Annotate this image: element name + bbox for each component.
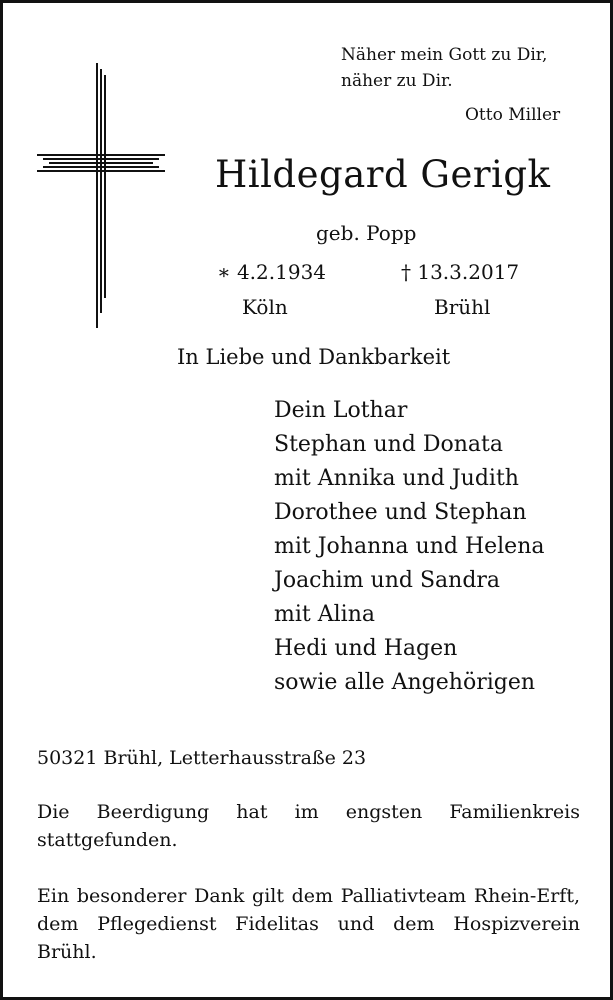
birth-date: 4.2.1934 <box>236 260 327 284</box>
birth-symbol: ∗ <box>217 260 231 284</box>
quote-line-1: Näher mein Gott zu Dir, <box>341 45 548 65</box>
birth-place: Köln <box>242 295 288 319</box>
address: 50321 Brühl, Letterhausstraße 23 <box>37 747 367 769</box>
family-line: Hedi und Hagen <box>274 636 458 661</box>
death-place: Brühl <box>434 295 491 319</box>
maiden-name: geb. Popp <box>316 221 417 245</box>
family-line: Dorothee und Stephan <box>274 500 527 525</box>
death-line <box>401 260 519 284</box>
family-line: Dein Lothar <box>274 398 408 423</box>
family-line: mit Annika und Judith <box>274 466 519 491</box>
family-line: Stephan und Donata <box>274 432 504 457</box>
line-cross-icon <box>37 63 165 331</box>
family-line: mit Alina <box>274 602 375 627</box>
family-line: mit Johanna und Helena <box>274 534 545 559</box>
thanks-note: Ein besonderer Dank gilt dem Palliativteam Rhein-Erft, dem Pflegedienst Fidelitas und dem Hospizverein Brühl. <box>37 885 580 963</box>
funeral-note: Die Beerdigung hat im engsten Familienkreis stattgefunden. <box>37 801 580 851</box>
quote-author: Otto Miller <box>465 105 561 125</box>
family-line: sowie alle Angehörigen <box>274 670 536 695</box>
birth-line <box>217 260 326 284</box>
family-line: Joachim und Sandra <box>274 568 501 593</box>
death-date: 13.3.2017 <box>417 260 520 284</box>
death-symbol: † <box>401 260 411 284</box>
deceased-name: Hildegard Gerigk <box>215 153 551 196</box>
quote-line-2: näher zu Dir. <box>341 71 453 91</box>
family-list <box>274 394 545 700</box>
dedication: In Liebe und Dankbarkeit <box>177 345 451 369</box>
